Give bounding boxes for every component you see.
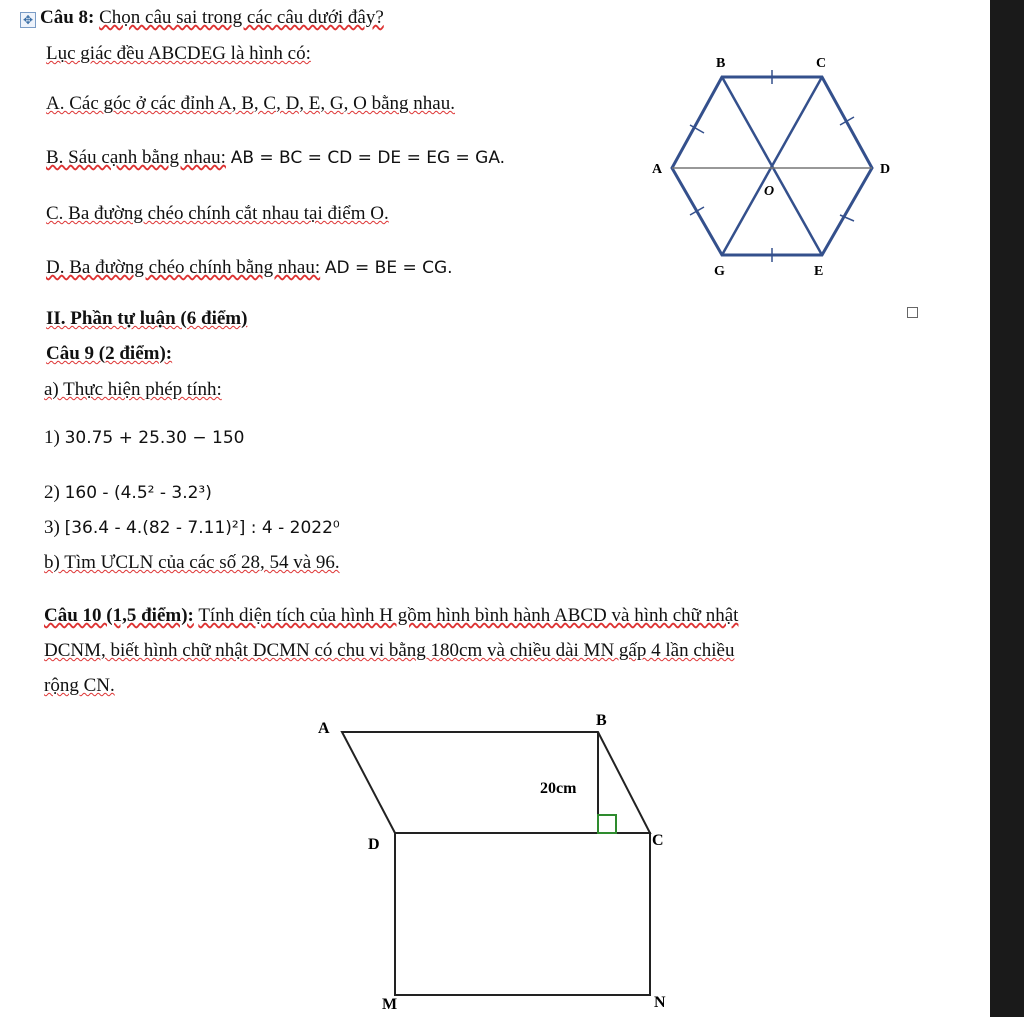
q9-a-label: a) Thực hiện phép tính: [44,379,222,400]
parallelogram-ABCD [342,732,650,833]
hexagon-figure [640,45,910,285]
hex-label-O: O [764,184,775,199]
q8-title: Câu 8: [40,7,95,28]
q8-prompt: Chọn câu sai trong các câu dưới đây? [99,7,384,28]
q9-item-2 [44,481,212,505]
q9-item-2-number: 2) [44,482,60,503]
fig-label-D: D [368,836,380,853]
q9-item-3-number: 3) [44,517,60,538]
q8-option-d [46,256,453,280]
hex-label-A: A [652,162,663,177]
q9-item-2-expression: 160 - (4.5² - 3.2³) [64,483,212,503]
q8-stem: Lục giác đều ABCDEG là hình có: [46,43,311,64]
hex-label-G: G [714,264,725,279]
q9-item-1-number: 1) [44,427,60,448]
fig-label-A: A [318,720,330,737]
q8-option-c: C. Ba đường chéo chính cắt nhau tại điểm O. [46,203,389,224]
fig-label-C: C [652,832,664,849]
q9-item-3-expression: [36.4 - 4.(82 - 7.11)²] : 4 - 2022⁰ [64,518,340,538]
q9-item-1 [44,426,244,450]
shape-h-figure [300,705,700,1015]
q8-option-b [46,146,505,170]
height-label: 20cm [540,780,577,797]
part2-title: II. Phần tự luận (6 điểm) [46,308,248,329]
shape-h-outline [342,732,650,995]
q9-b-label: b) Tìm ƯCLN của các số 28, 54 và 96. [44,552,340,573]
right-angle-marker [598,815,616,833]
q10-line-2: DCNM, biết hình chữ nhật DCMN có chu vi bằng 180cm và chiều dài MN gấp 4 lần chiều [44,640,735,661]
q8-option-d-math: AD = BE = CG. [324,258,453,278]
q10-title: Câu 10 (1,5 điểm): [44,605,194,626]
rectangle-DCNM [395,833,650,995]
selection-box-icon[interactable] [907,307,918,318]
q8-option-a: A. Các góc ở các đỉnh A, B, C, D, E, G, O bằng nhau. [46,93,455,114]
hex-label-E: E [814,264,824,279]
q9-title: Câu 9 (2 điểm): [46,343,173,364]
window-edge-bar [990,0,1024,1017]
q9-item-1-expression: 30.75 + 25.30 − 150 [64,428,245,448]
q9-item-3 [44,516,340,540]
q8-option-d-text: D. Ba đường chéo chính bằng nhau: [46,257,321,278]
hexagon-diagonals [722,77,822,255]
hex-label-D: D [880,162,891,177]
fig-label-N: N [654,994,666,1011]
fig-label-M: M [382,996,398,1013]
table-move-handle-icon[interactable]: ✥ [20,12,36,28]
q8-option-b-text: B. Sáu cạnh bằng nhau: [46,147,226,168]
fig-label-B: B [596,712,607,729]
q10-line-3: rộng CN. [44,675,115,696]
q10-line-1 [44,604,738,628]
q8-header [40,6,384,30]
q10-text-1: Tính diện tích của hình H gồm hình bình hành ABCD và hình chữ nhật [198,605,739,626]
hex-label-B: B [716,56,726,71]
q8-option-b-math: AB = BC = CD = DE = EG = GA. [230,148,506,168]
hex-label-C: C [816,56,827,71]
